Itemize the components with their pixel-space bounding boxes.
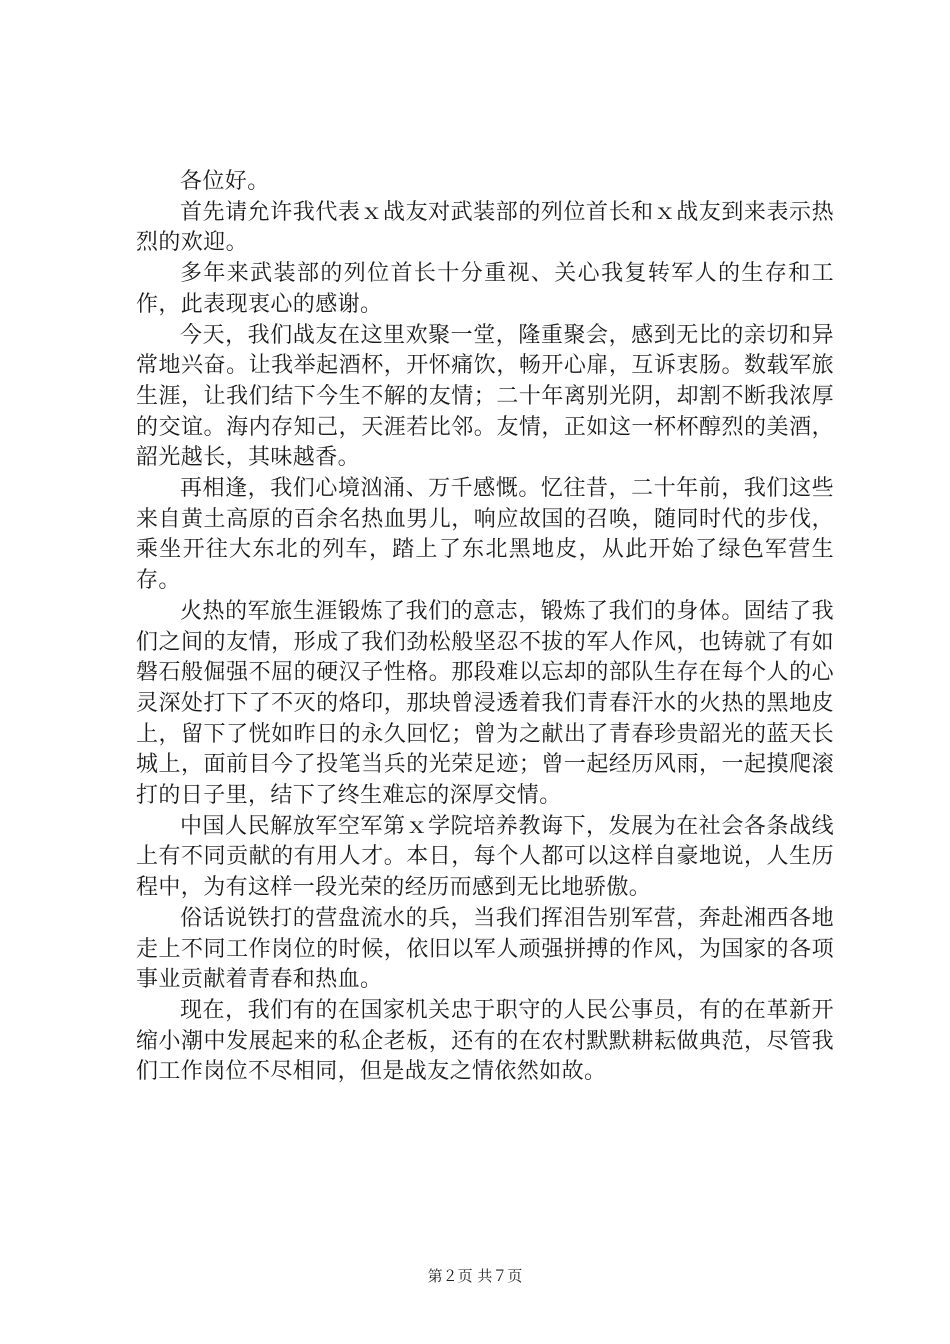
paragraph: 今天，我们战友在这里欢聚一堂，隆重聚会，感到无比的亲切和异常地兴奋。让我举起酒杯，开怀痛饮，畅开心扉，互诉衷肠。数载军旅生涯，让我们结下今生不解的友情；二十年离别光阴，却割不断我浓厚的交谊。海内存知己，天涯若比邻。友情，正如这一杯杯醇烈的美酒，韶光越长，其味越香。 — [136, 322, 834, 471]
paragraph: 现在，我们有的在国家机关忠于职守的人民公事员，有的在革新开缩小潮中发展起来的私企老板，还有的在农村默默耕耘做典范，尽管我们工作岗位不尽相同，但是战友之情依然如故。 — [136, 997, 834, 1085]
paragraph: 首先请允许我代表ｘ战友对武装部的列位首长和ｘ战友到来表示热烈的欢迎。 — [136, 199, 834, 256]
paragraph: 多年来武装部的列位首长十分重视、关心我复转军人的生存和工作，此表现衷心的感谢。 — [136, 261, 834, 317]
paragraph: 各位好。 — [180, 169, 270, 194]
paragraph: 火热的军旅生涯锻炼了我们的意志，锻炼了我们的身体。固结了我们之间的友情，形成了我们劲松般坚忍不拔的军人作风，也铸就了有如磐石般倔强不屈的硬汉子性格。那段难以忘却的部队生存在每个人的心灵深处打下了不灭的烙印，那块曾浸透着我们青春汗水的火热的黑地皮上，留下了恍如昨日的永久回忆；曾为之献出了青春珍贵韶光的蓝天长城上，面前目今了投笔当兵的光荣足迹；曾一起经历风雨，一起摸爬滚打的日子里，结下了终生难忘的深厚交情。 — [136, 598, 834, 809]
paragraph: 俗话说铁打的营盘流水的兵，当我们挥泪告别军营，奔赴湘西各地走上不同工作岗位的时候，依旧以军人顽强拼搏的作风，为国家的各项事业贡献着青春和热血。 — [136, 905, 834, 993]
paragraph: 再相逢，我们心境汹涌、万千感慨。忆往昔，二十年前，我们这些来自黄土高原的百余名热血男儿，响应故国的召唤，随同时代的步伐，乘坐开往大东北的列车，踏上了东北黑地皮，从此开始了绿色军营生存。 — [136, 476, 834, 594]
paragraph: 中国人民解放军空军第ｘ学院培养教诲下，发展为在社会各条战线上有不同贡献的有用人才。本日，每个人都可以这样自豪地说，人生历程中，为有这样一段光荣的经历而感到无比地骄傲。 — [136, 813, 834, 901]
page-number-footer: 第２页 共７页 — [427, 1267, 523, 1285]
document-body — [136, 167, 834, 1088]
